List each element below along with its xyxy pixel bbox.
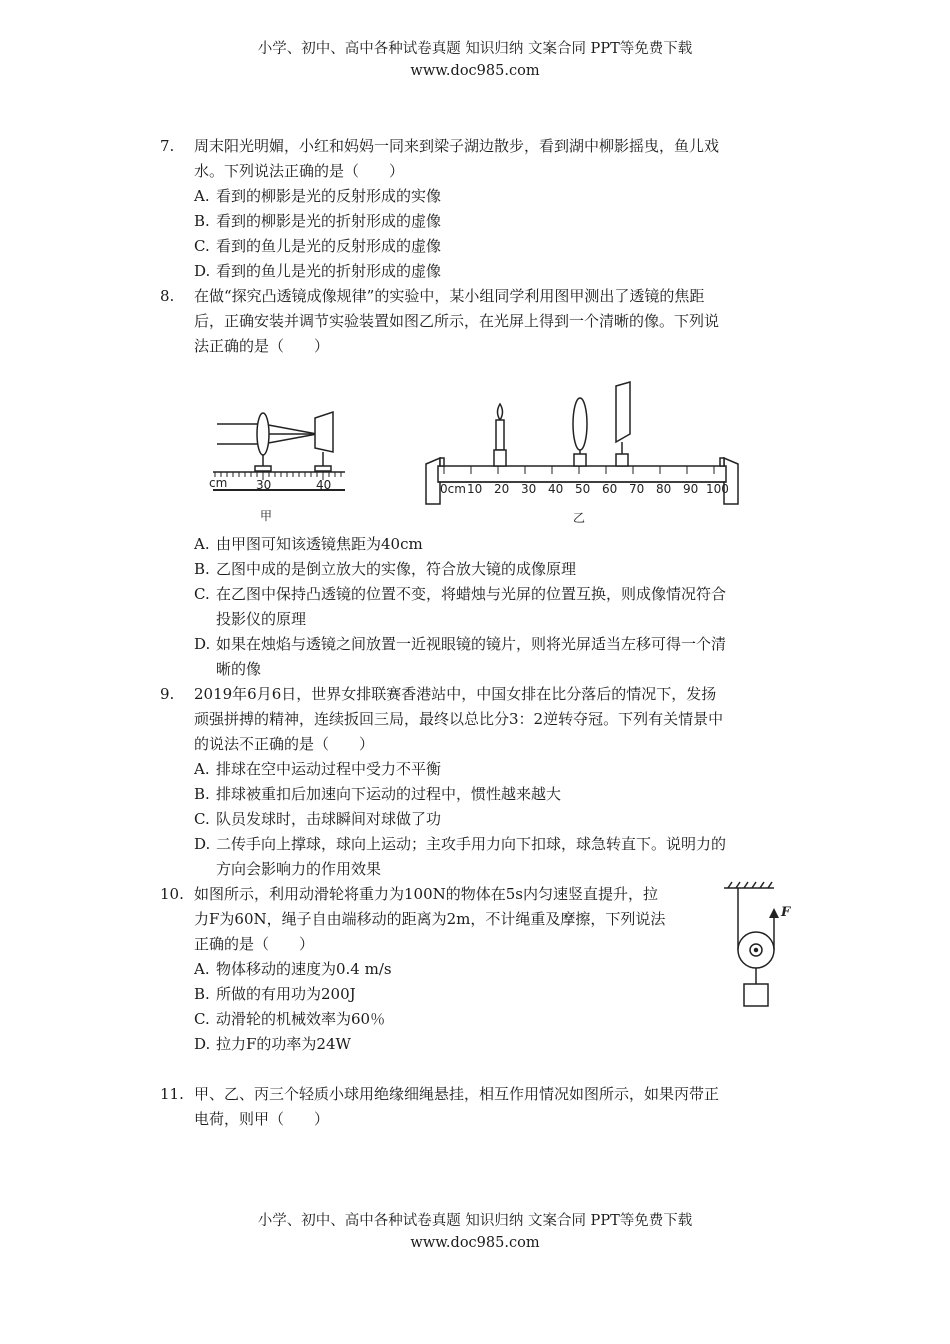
stem-line: 2019年6月6日，世界女排联赛香港站中，中国女排在比分落后的情况下，发扬 [194, 685, 717, 703]
question-11 [160, 1082, 790, 1132]
option-a [194, 757, 790, 782]
option-label: A. [194, 187, 210, 205]
option-text: 排球被重扣后加速向下运动的过程中，惯性越来越大 [216, 785, 562, 803]
option-c [194, 234, 790, 259]
option-c [194, 1007, 790, 1032]
tick-label: 40 [316, 478, 332, 492]
question-stem [194, 1082, 790, 1132]
option-text: 看到的鱼儿是光的反射形成的虚像 [216, 237, 442, 255]
tick-label: 70 [629, 482, 645, 496]
tick-label: 60 [602, 482, 618, 496]
question-8 [160, 284, 790, 359]
footer-line-1: 小学、初中、高中各种试卷真题 知识归纳 文案合同 PPT等免费下载 [257, 1213, 693, 1229]
option-c [194, 582, 790, 607]
stem-line: 周末阳光明媚，小红和妈妈一同来到梁子湖边散步，看到湖中柳影摇曳，鱼儿戏 [194, 137, 720, 155]
option-d [194, 832, 790, 857]
stem-line: 水。下列说法正确的是（ ） [194, 162, 405, 180]
option-text: 二传手向上撑球，球向上运动；主攻手用力向下扣球，球急转直下。说明力的 [216, 835, 727, 853]
stem-line: 顽强拼搏的精神，连续扳回三局，最终以总比分3：2逆转夺冠。下列有关情景中 [194, 710, 724, 728]
option-d [194, 259, 790, 284]
option-label: B. [194, 212, 210, 230]
force-label: F [781, 905, 791, 920]
option-d [194, 632, 790, 657]
option-label: D. [194, 835, 211, 853]
option-text: 由甲图可知该透镜焦距为40cm [216, 535, 423, 553]
question-9 [160, 682, 790, 882]
tick-label: 40 [548, 482, 564, 496]
option-label: C. [194, 585, 210, 603]
option-b [194, 782, 790, 807]
question-stem [194, 882, 714, 957]
question-7 [160, 134, 790, 284]
stem-line: 正确的是（ ） [194, 935, 315, 953]
option-label: D. [194, 262, 211, 280]
option-d [194, 1032, 790, 1057]
option-continuation: 晰的像 [216, 660, 262, 678]
option-label: D. [194, 1035, 211, 1053]
tick-label: 0cm [440, 482, 466, 496]
question-8-options [160, 532, 790, 682]
option-label: B. [194, 560, 210, 578]
question-number: 10. [160, 885, 184, 903]
stem-line: 后，正确安装并调节实验装置如图乙所示，在光屏上得到一个清晰的像。下列说 [194, 312, 720, 330]
page-footer [0, 1210, 950, 1254]
ruler-unit: cm [209, 476, 228, 490]
option-label: B. [194, 985, 210, 1003]
tick-label: 20 [494, 482, 510, 496]
option-text: 乙图中成的是倒立放大的实像，符合放大镜的成像原理 [216, 560, 577, 578]
option-text: 拉力F的功率为24W [216, 1035, 351, 1053]
figure-movable-pulley [718, 880, 798, 1030]
question-stem [194, 284, 790, 359]
option-label: C. [194, 237, 210, 255]
option-label: C. [194, 1010, 210, 1028]
figure-jia-focal-length [205, 402, 350, 527]
question-number: 8. [160, 287, 175, 305]
option-text: 动滑轮的机械效率为60％ [216, 1010, 386, 1028]
stem-line: 法正确的是（ ） [194, 337, 330, 355]
option-b [194, 209, 790, 234]
tick-label: 80 [656, 482, 672, 496]
tick-label: 100 [706, 482, 729, 496]
figure-yi-optical-bench [420, 376, 745, 531]
tick-label: 90 [683, 482, 699, 496]
option-text: 排球在空中运动过程中受力不平衡 [216, 760, 442, 778]
option-text: 队员发球时，击球瞬间对球做了功 [216, 810, 442, 828]
option-c [194, 807, 790, 832]
option-text: 在乙图中保持凸透镜的位置不变，将蜡烛与光屏的位置互换，则成像情况符合 [216, 585, 727, 603]
footer-url: www.doc985.com [410, 1235, 540, 1251]
tick-label: 30 [521, 482, 537, 496]
option-continuation: 投影仪的原理 [216, 610, 307, 628]
option-a [194, 532, 790, 557]
stem-line: 如图所示，利用动滑轮将重力为100N的物体在5s内匀速竖直提升，拉 [194, 885, 658, 903]
question-10 [160, 882, 790, 1057]
stem-line: 力F为60N，绳子自由端移动的距离为2m，不计绳重及摩擦，下列说法 [194, 910, 666, 928]
option-text: 所做的有用功为200J [216, 985, 356, 1003]
figure-caption: 甲 [260, 509, 273, 523]
question-number: 11. [160, 1085, 184, 1103]
question-stem [194, 682, 790, 757]
question-number: 7. [160, 137, 175, 155]
stem-line: 在做“探究凸透镜成像规律”的实验中，某小组同学利用图甲测出了透镜的焦距 [194, 287, 705, 305]
header-line-1: 小学、初中、高中各种试卷真题 知识归纳 文案合同 PPT等免费下载 [257, 41, 693, 57]
option-text: 看到的柳影是光的折射形成的虚像 [216, 212, 442, 230]
header-url: www.doc985.com [410, 63, 540, 79]
option-label: A. [194, 960, 210, 978]
question-stem [194, 134, 790, 184]
figure-caption: 乙 [573, 511, 586, 525]
option-label: A. [194, 535, 210, 553]
option-text: 看到的柳影是光的反射形成的实像 [216, 187, 442, 205]
option-b [194, 982, 790, 1007]
tick-label: 50 [575, 482, 591, 496]
arrow-up-icon [769, 908, 779, 918]
page-header [0, 38, 950, 82]
stem-line: 电荷，则甲（ ） [194, 1110, 330, 1128]
stem-line: 的说法不正确的是（ ） [194, 735, 375, 753]
option-text: 看到的鱼儿是光的折射形成的虚像 [216, 262, 442, 280]
option-continuation: 方向会影响力的作用效果 [216, 860, 382, 878]
option-label: D. [194, 635, 211, 653]
option-b [194, 557, 790, 582]
option-a [194, 184, 790, 209]
tick-label: 10 [467, 482, 483, 496]
option-text: 物体移动的速度为0.4 m/s [216, 960, 392, 978]
stem-line: 甲、乙、丙三个轻质小球用绝缘细绳悬挂，相互作用情况如图所示，如果丙带正 [194, 1085, 720, 1103]
option-label: C. [194, 810, 210, 828]
option-text: 如果在烛焰与透镜之间放置一近视眼镜的镜片，则将光屏适当左移可得一个清 [216, 635, 727, 653]
tick-label: 30 [256, 478, 272, 492]
question-number: 9. [160, 685, 175, 703]
option-label: B. [194, 785, 210, 803]
option-a [194, 957, 790, 982]
option-label: A. [194, 760, 210, 778]
